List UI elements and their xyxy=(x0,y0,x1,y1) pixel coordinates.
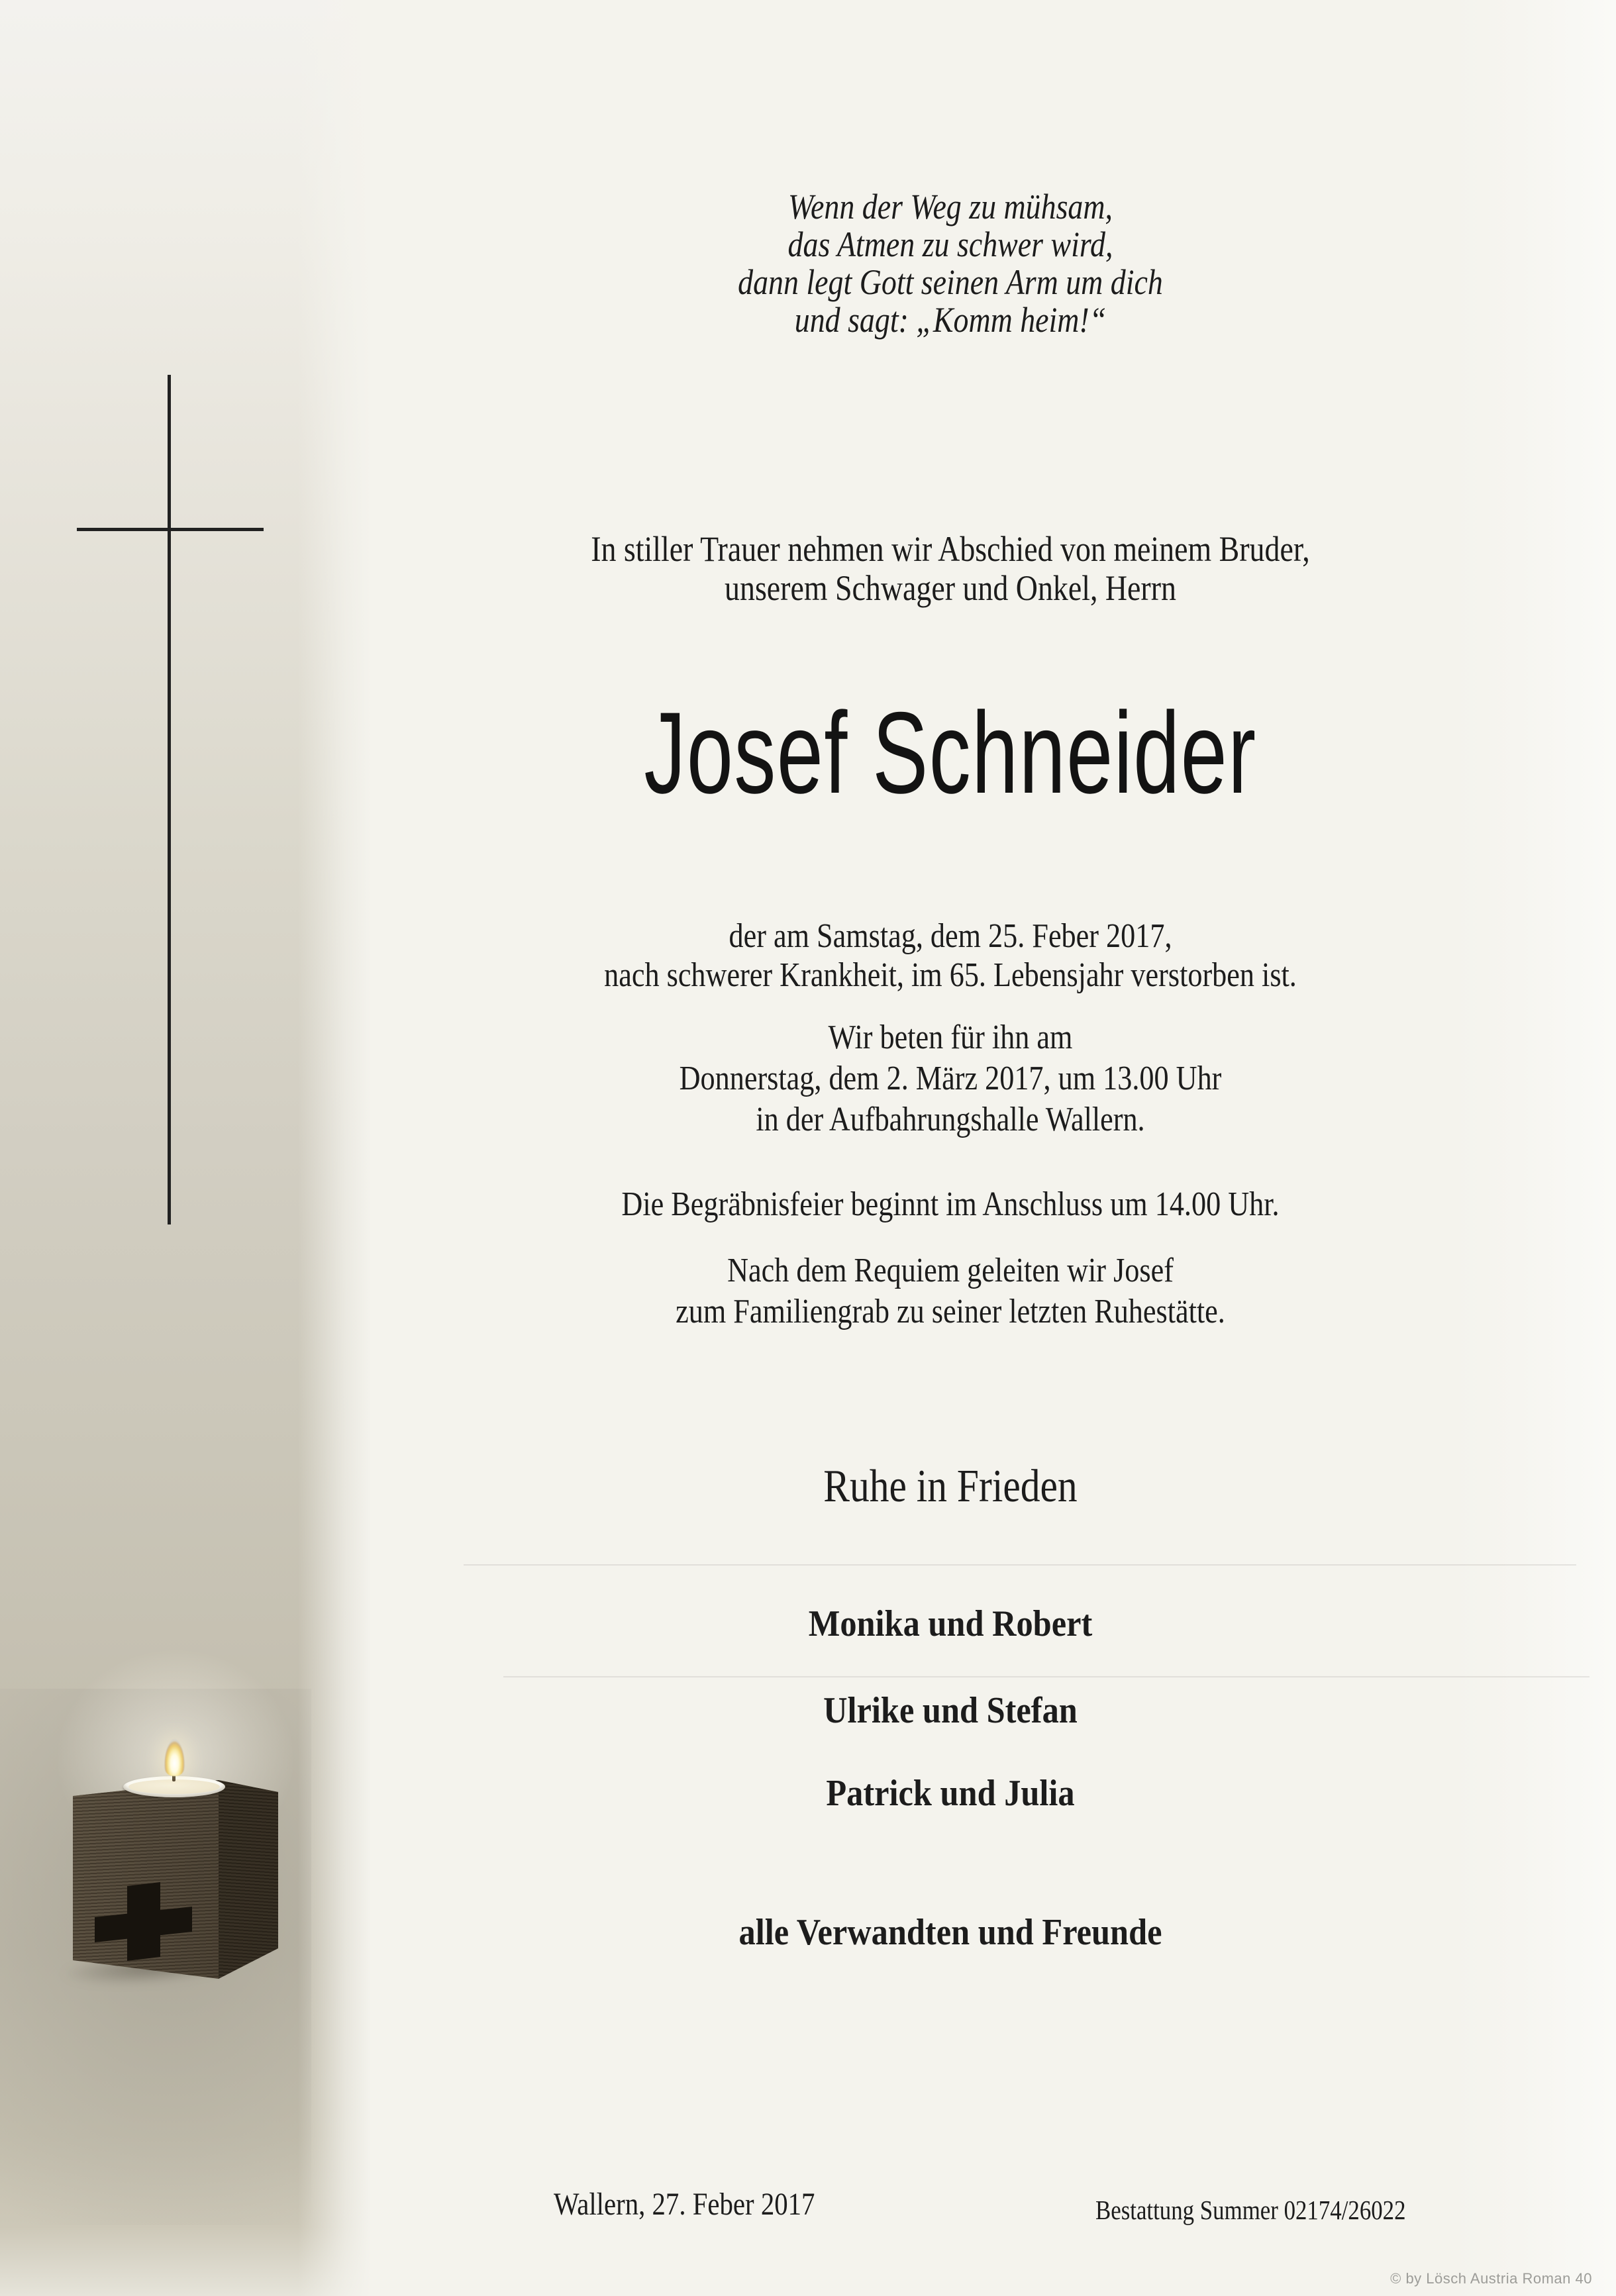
mourners-closing: alle Verwandten und Freunde xyxy=(738,1912,1162,1953)
cross-vertical-line xyxy=(168,375,171,1224)
print-copyright: © by Lösch Austria Roman 40 xyxy=(1390,2270,1592,2287)
poem-verse xyxy=(401,188,1499,339)
card-text-column xyxy=(305,0,1596,2296)
mourner-name-3: Patrick und Julia xyxy=(826,1773,1075,1814)
poem-line-1: Wenn der Weg zu mühsam, xyxy=(787,187,1113,226)
tealight-wax xyxy=(128,1779,220,1794)
scan-artifact-line xyxy=(503,1676,1590,1677)
death-details xyxy=(401,917,1499,995)
farewell-line: Ruhe in Frieden xyxy=(823,1461,1078,1512)
requiem-text xyxy=(401,1250,1499,1332)
memorial-candle-photo xyxy=(0,1689,311,2225)
mourner-name-1: Monika und Robert xyxy=(808,1603,1093,1644)
mourning-intro-text xyxy=(401,530,1499,608)
poem-line-2: das Atmen zu schwer wird, xyxy=(787,225,1113,264)
prayer-details xyxy=(401,1017,1499,1140)
prayer-line-3: in der Aufbahrungshalle Wallern. xyxy=(756,1101,1145,1138)
intro-line-1: In stiller Trauer nehmen wir Abschied von meinem Bruder, xyxy=(591,529,1310,569)
funeral-start-line: Die Begräbnisfeier beginnt im Anschluss um 14.00 Uhr. xyxy=(621,1185,1280,1223)
footer-place-date: Wallern, 27. Feber 2017 xyxy=(554,2187,815,2222)
prayer-line-1: Wir beten für ihn am xyxy=(828,1019,1073,1056)
funeral-home-contact: Bestattung Summer 02174/26022 xyxy=(1095,2195,1406,2225)
poem-line-4: und sagt: „Komm heim!“ xyxy=(794,300,1107,340)
deceased-name: Josef Schneider xyxy=(644,689,1257,818)
requiem-line-1: Nach dem Requiem geleiten wir Josef xyxy=(727,1252,1174,1289)
death-line-1: der am Samstag, dem 25. Feber 2017, xyxy=(729,917,1172,955)
poem-line-3: dann legt Gott seinen Arm um dich xyxy=(738,262,1163,302)
mourner-name-2: Ulrike und Stefan xyxy=(823,1690,1078,1731)
death-line-2: nach schwerer Krankheit, im 65. Lebensjahr verstorben ist. xyxy=(604,956,1297,994)
cross-horizontal-line xyxy=(77,528,264,531)
scan-artifact-line xyxy=(464,1564,1576,1566)
prayer-line-2: Donnerstag, dem 2. März 2017, um 13.00 Uhr xyxy=(679,1060,1222,1097)
intro-line-2: unserem Schwager und Onkel, Herrn xyxy=(725,568,1176,608)
requiem-line-2: zum Familiengrab zu seiner letzten Ruhestätte. xyxy=(676,1293,1225,1330)
